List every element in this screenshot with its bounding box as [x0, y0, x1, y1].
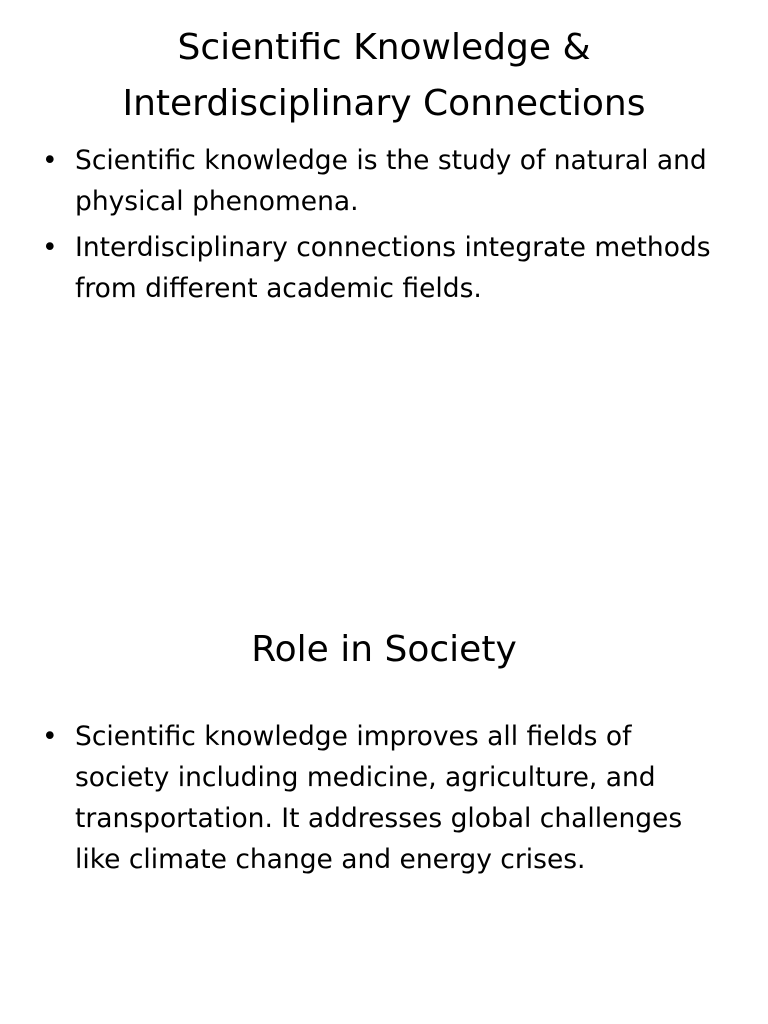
bullet-text: Scientific knowledge is the study of natural and physical phenomena.	[75, 145, 707, 217]
slide-2-bullet-list	[40, 716, 720, 885]
bullet-text: Interdisciplinary connections integrate methods from different academic fields.	[75, 232, 711, 304]
slide-1-title: Scientific Knowledge & Interdisciplinary Connections	[122, 27, 646, 124]
slide-2-title: Role in Society	[251, 629, 517, 670]
bullet-marker: •	[42, 145, 58, 176]
bullet-item	[40, 140, 720, 222]
bullet-marker: •	[42, 721, 58, 752]
bullet-item	[40, 716, 720, 880]
bullet-marker: •	[42, 232, 58, 263]
bullet-text: Scientific knowledge improves all fields of society including medicine, agriculture, and transportation. It addresses global challenges like climate change and energy crises.	[75, 721, 683, 875]
bullet-item	[40, 227, 720, 309]
slide-2	[0, 512, 768, 1024]
slide-1-bullet-list	[40, 140, 720, 314]
